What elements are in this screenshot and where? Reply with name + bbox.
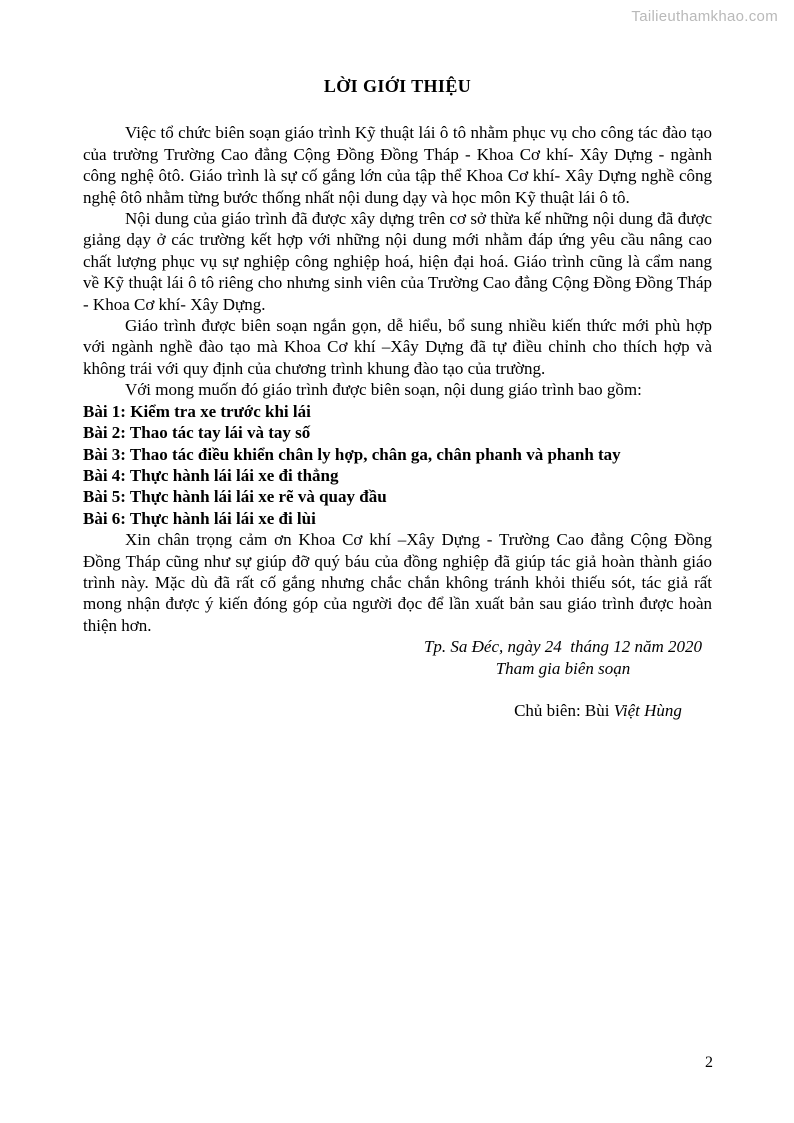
page-number: 2 [705, 1054, 713, 1071]
lesson-item-3: Bài 3: Thao tác điều khiển chân ly hợp, chân ga, chân phanh và phanh tay [83, 444, 621, 464]
paragraph-contents-lead: Với mong muốn đó giáo trình được biên soạn, nội dung giáo trình bao gồm: [125, 380, 642, 400]
paragraph-content-basis: Nội dung của giáo trình đã được xây dựng trên cơ sở thừa kế những nội dung đã được giảng dạy ở các trường kết hợp với những nội dung mới nhằm đáp ứng yêu cầu nâng cao chất lượng phục vụ sự nghiệp công nghiệp hoá, hiện đại hoá. Giáo trình cũng là cẩm nang về Kỹ thuật lái ô tô riêng cho nhưng sinh viên của Trường Cao đẳng Cộng Đồng Đồng Tháp - Khoa Cơ khí- Xây Dựng. [83, 209, 712, 314]
document-content [83, 76, 712, 743]
paragraph-intro: Việc tổ chức biên soạn giáo trình Kỹ thuật lái ô tô nhằm phục vụ cho công tác đào tạo của trường Trường Cao đẳng Cộng Đồng Đồng Tháp - Khoa Cơ khí- Xây Dựng - ngành công nghệ ôtô. Giáo trình là sự cố gắng lớn của tập thể Khoa Cơ khí- Xây Dựng nghề công nghệ ôtô nhằm từng bước thống nhất nội dung dạy và học môn Kỹ thuật lái ô tô. [83, 123, 712, 207]
lesson-item-2: Bài 2: Thao tác tay lái và tay số [83, 423, 311, 443]
watermark-text: Tailieuthamkhao.com [631, 8, 778, 25]
lesson-item-5: Bài 5: Thực hành lái lái xe rẽ và quay đầu [83, 487, 387, 507]
signature-editor-label: Chủ biên: Bùi [514, 701, 614, 721]
signature-group-line: Tham gia biên soạn [495, 658, 631, 678]
lesson-list [83, 401, 712, 529]
paragraph-compilation: Giáo trình được biên soạn ngắn gọn, dễ hiểu, bổ sung nhiều kiến thức mới phù hợp với ngành nghề đào tạo mà Khoa Cơ khí –Xây Dựng đã tự điều chỉnh cho thích hợp và không trái với quy định của chương trình khung đào tạo của trường. [83, 316, 712, 378]
page-title: LỜI GIỚI THIỆU [323, 76, 472, 96]
paragraph-acknowledgement: Xin chân trọng cảm ơn Khoa Cơ khí –Xây Dựng - Trường Cao đẳng Cộng Đồng Đồng Tháp cũng như sự giúp đỡ quý báu của đồng nghiệp đã giúp tác giả hoàn thành giáo trình này. Mặc dù đã rất cố gắng nhưng chắc chắn không tránh khỏi thiếu sót, tác giả rất mong nhận được ý kiến đóng góp của người đọc để lần xuất bản sau giáo trình được hoàn thiện hơn. [83, 530, 712, 635]
signature-block [408, 636, 718, 743]
lesson-item-4: Bài 4: Thực hành lái lái xe đi thẳng [83, 465, 339, 485]
lesson-item-6: Bài 6: Thực hành lái lái xe đi lùi [83, 508, 316, 528]
signature-editor-line [426, 679, 736, 743]
signature-editor-name: Việt Hùng [613, 701, 682, 721]
signature-date-line: Tp. Sa Đéc, ngày 24 tháng 12 năm 2020 [423, 637, 703, 657]
lesson-item-1: Bài 1: Kiểm tra xe trước khi lái [83, 401, 311, 421]
